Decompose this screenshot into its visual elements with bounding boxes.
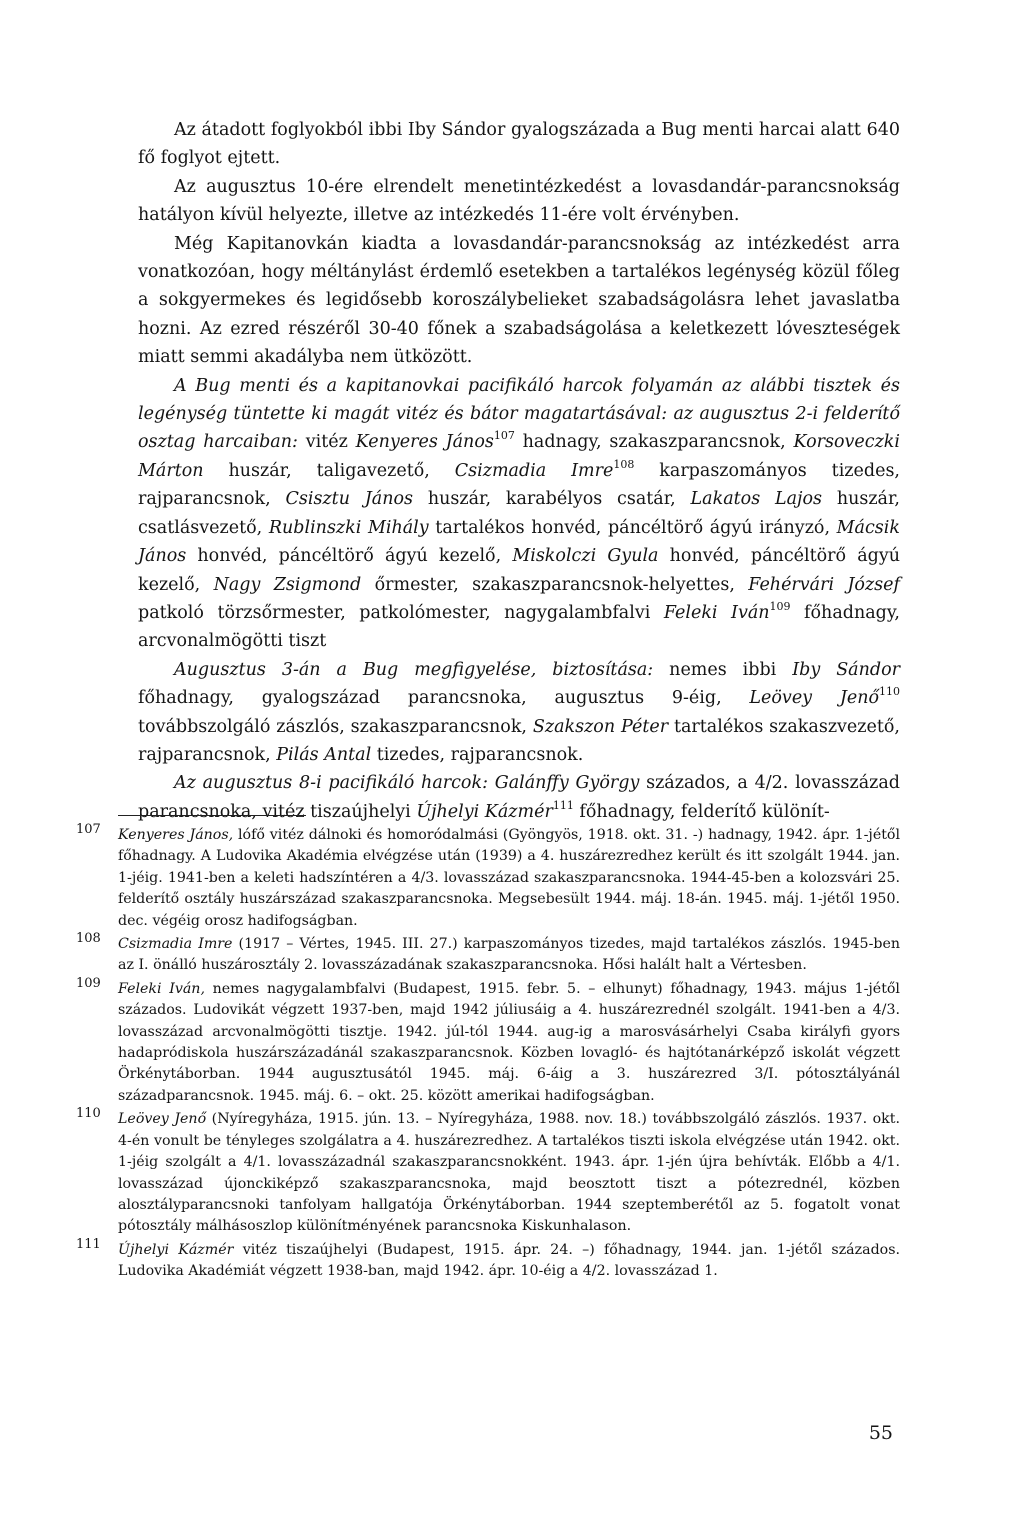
footnote-number: 110 (76, 1106, 101, 1122)
person-name: Kenyeres János (355, 432, 494, 453)
footnote-number: 111 (76, 1236, 101, 1252)
footnote-107: 107 Kenyeres János, lófő vitéz dálnoki és homoródalmási (Gyöngyös, 1918. okt. 31. -) hadnagy, 1942. ápr. 1-jétől főhadnagy. A Ludovika Akadémia elvégzése után (1939) a 4. huszárezredhez került és itt szolgált 1944. jan. 1-jéig. 1941-ben a keleti hadszíntéren a 4/3. lovasszázad szakaszparancsnoka. 1944-45-ben a kolozsvári 25. felderítő osztály huszárszázad szakaszparancsnoka. Megsebesült 1944. máj. 18-án. 1945. máj. 1-jétől 1950. dec. végéig orosz hadifogságban. (76, 822, 900, 929)
footnote-name: Újhelyi Kázmér (118, 1241, 234, 1258)
person-name: Iby Sándor (792, 659, 900, 680)
person-name: Miskolczi Gyula (512, 546, 659, 567)
person-name: Csizmadia Imre (454, 460, 614, 481)
person-name: Rublinszki Mihály (268, 517, 429, 538)
footnote-ref[interactable]: 108 (613, 457, 635, 471)
footnote-number: 108 (76, 931, 101, 947)
paragraph-6: Az augusztus 8-i pacifikáló harcok: Galánffy György százados, a 4/2. lovasszázad parancsnoka, vitéz tiszaújhelyi Újhelyi Kázmér$^{111}$ főhadnagy, felderítő különít- (138, 773, 901, 822)
person-name: Feleki Iván (663, 602, 770, 623)
paragraph-5: Augusztus 3-án a Bug megfigyelése, biztosítása: nemes ibbi Iby Sándor főhadnagy, gyalogszázad parancsnoka, augusztus 9-éig, Leövey Jenő$^{110}$ továbbszolgáló zászlós, szakaszparancsnok, Szakszon Péter tartalékos szakaszvezető, rajparancsnok, Pilás Antal tizedes, rajparancsnok. (138, 659, 901, 765)
footnote-number: 109 (76, 975, 101, 991)
person-name: Lakatos Lajos (690, 489, 822, 510)
footnote-ref[interactable]: 111 (552, 798, 574, 812)
footnote-name: Kenyeres János, (118, 827, 234, 843)
person-name: Korsoveczki Márton (138, 432, 901, 481)
paragraph-1: Az átadott foglyokból ibbi Iby Sándor gyalogszázada a Bug menti harcai alatt 640 fő foglyot ejtett. (138, 120, 900, 169)
footnote-name: Feleki Iván, (118, 980, 205, 997)
footnote-111: 111 Újhelyi Kázmér vitéz tiszaújhelyi (Budapest, 1915. ápr. 24. –) főhadnagy, 1944. jan. 1-jétől százados. Ludovika Akadémiát végzett 1938-ban, majd 1942. ápr. 10-éig a 4/2. lovasszázad 1. (76, 1236, 900, 1280)
person-name: Fehérvári József (748, 574, 900, 595)
page-number: 55 (868, 1422, 893, 1444)
person-name: Szakszon Péter (532, 716, 669, 737)
person-name: Pilás Antal (276, 744, 372, 765)
person-name: Nagy Zsigmond (213, 574, 362, 595)
person-name: Leövey Jenő (749, 688, 880, 709)
footnote-name: Csizmadia Imre (118, 936, 233, 953)
footnote-divider (118, 815, 306, 816)
footnote-ref[interactable]: 107 (493, 429, 515, 443)
footnote-ref[interactable]: 109 (769, 599, 791, 613)
paragraph-4: A Bug menti és a kapitanovkai pacifikáló harcok folyamán az alábbi tisztek és legénység tüntette ki magát vitéz és bátor magatartásával: az augusztus 2-i felderítő osztag harcaiban: vitéz Kenyeres János$^{107}$ hadnagy, szakaszparancsnok, Korsoveczki Márton huszár, taligavezető, Csizmadia Imre$^{108}$ karpaszományos tizedes, rajparancsnok, Csisztu János huszár, karabélyos csatár, Lakatos Lajos huszár, csatlásvezető, Rublinszki Mihály tartalékos honvéd, páncéltörő ágyú irányzó, Mácsik János honvéd, páncéltörő ágyú kezelő, Miskolczi Gyula honvéd, páncéltörő ágyú kezelő, Nagy Zsigmond őrmester, szakaszparancsnok-helyettes, Fehérvári József patkoló törzsőrmester, patkolómester, nagygalambfalvi Feleki Iván$^{109}$ főhadnagy, arcvonalmögötti tiszt (138, 375, 901, 652)
footnote-number: 107 (76, 822, 101, 837)
person-name: György (568, 773, 640, 794)
person-name: Csisztu János (285, 489, 414, 510)
main-text (138, 116, 900, 826)
footnotes (76, 822, 900, 1285)
italic-lead: Augusztus 3-án a Bug megfigyelése, biztosítása: (174, 659, 654, 680)
person-name: Újhelyi Kázmér (416, 801, 553, 822)
footnote-ref[interactable]: 110 (879, 685, 901, 699)
person-name: Mácsik János (138, 517, 900, 567)
paragraph-2: Az augusztus 10-ére elrendelt menetintézkedést a lovasdandár-parancsnokság hatályon kívül helyezte, illetve az intézkedés 11-ére volt érvényben. (138, 176, 900, 226)
footnote-name: Leövey Jenő (118, 1111, 207, 1128)
italic-lead: Az augusztus 8-i pacifikáló harcok: Galánffy (174, 773, 569, 794)
paragraph-3: Még Kapitanovkán kiadta a lovasdandár-parancsnokság az intézkedést arra vonatkozóan, hogy méltánylást érdemlő esetekben a tartalékos legénység közül főleg a sokgyermekes és legidősebb koroszálybelieket szabadságolásra lehet javaslatba hozni. Az ezred részéről 30-40 főnek a szabadságolása a keletkezett lóveszteségek miatt semmi akadályba nem ütközött. (138, 233, 900, 368)
footnote-110: 110 Leövey Jenő (Nyíregyháza, 1915. jún. 13. – Nyíregyháza, 1988. nov. 18.) továbbszolgáló zászlós. 1937. okt. 4-én vonult be tényleges szolgálatra a 4. huszárezredhez. A tartalékos tiszti iskola elvégzése után 1942. okt. 1-jéig szolgált a 4/1. lovasszázadnál szakaszparancsnokként. 1943. ápr. 1-jén újra behívták. Előbb a 4/1. lovasszázad újonckiképző szakaszparancsnoka, majd beosztott tiszt a pótezrednél, közben alosztályparancsnoki tanfolyam hallgatója Örkénytáborban. 1944 szeptemberétől az 5. fogatolt vonat pótosztály málhásoszlop különítményének parancsnoka Kiskunhalason. (76, 1106, 900, 1235)
footnote-108: 108 Csizmadia Imre (1917 – Vértes, 1945. III. 27.) karpaszományos tizedes, majd tartalékos zászlós. 1945-ben az I. önálló huszárosztály 2. lovasszázadának szakaszparancsnoka. Hősi halált halt a Vértesben. (76, 931, 900, 974)
italic-lead: A Bug menti és a kapitanovkai pacifikáló harcok folyamán az alábbi tisztek és legénység tüntette ki magát vitéz és bátor magatartásával: az augusztus 2-i felderítő osztag harcaiban: (138, 375, 900, 453)
footnote-109: 109 Feleki Iván, nemes nagygalambfalvi (Budapest, 1915. febr. 5. – elhunyt) főhadnagy, 1943. május 1-jétől százados. Ludovikát végzett 1937-ben, majd 1942 júliusáig a 4. huszárezrednél szolgált. 1941-ben a 4/3. lovasszázad arcvonalmögötti tisztje. 1942. júl-tól 1944. aug-ig a marosvásárhelyi Csaba királyfi gyors hadapródiskola huszárszázadánál szakaszparancsnok. Közben lovagló- és hajtótanárképző iskolát végzett Örkénytáborban. 1944 augusztusától 1945. máj. 6-áig a 3. huszárezred 3/I. pótosztályánál századparancsnok. 1945. máj. 6. – okt. 25. között amerikai hadifogságban. (76, 975, 900, 1104)
